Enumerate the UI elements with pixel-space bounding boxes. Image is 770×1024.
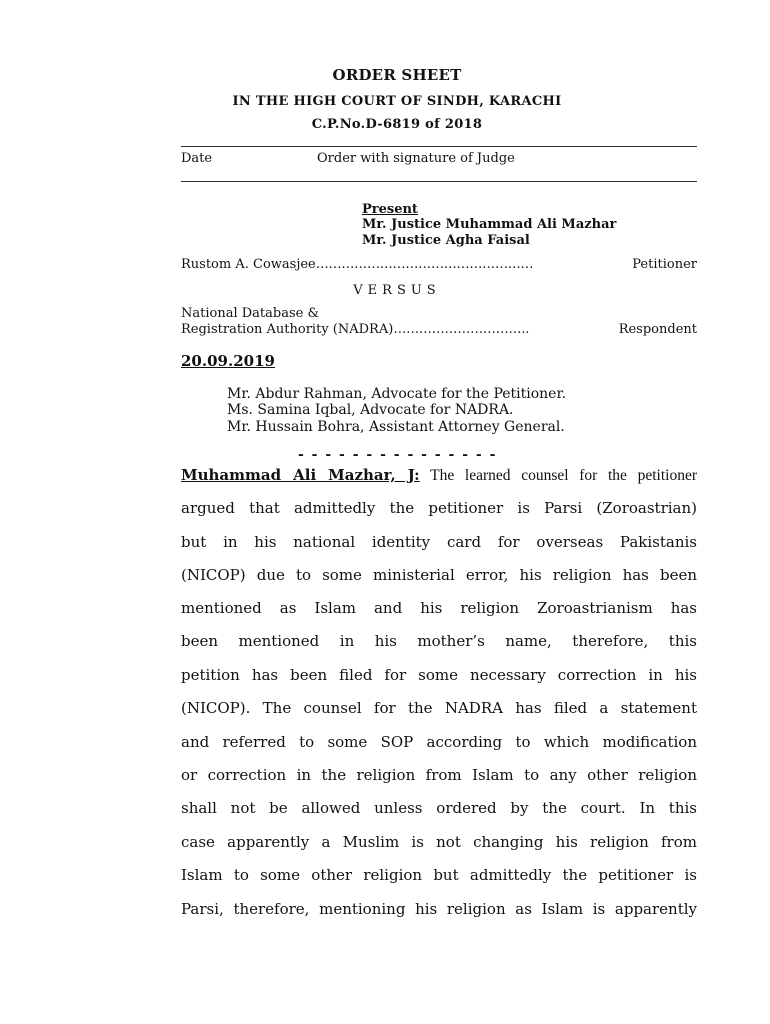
section-separator: - - - - - - - - - - - - - - - [298, 447, 497, 463]
date-column-header: Date [181, 151, 213, 166]
appearance-line: Mr. Abdur Rahman, Advocate for the Petitioner. [227, 386, 567, 402]
case-number: C.P.No.D-6819 of 2018 [311, 117, 483, 132]
appearance-line: Ms. Samina Iqbal, Advocate for NADRA. [227, 402, 514, 418]
respondent-line-1: National Database & [181, 306, 320, 321]
order-column-header: Order with signature of Judge [317, 151, 515, 166]
present-heading: Present [362, 202, 418, 217]
appearance-line: Mr. Hussain Bohra, Assistant Attorney General. [227, 419, 565, 435]
bench-judge-2: Mr. Justice Agha Faisal [362, 233, 530, 248]
order-line-text: The learned counsel for the petitioner [419, 467, 697, 484]
order-line: petition has been filed for some necessary correction in his [181, 666, 697, 684]
court-name: IN THE HIGH COURT OF SINDH, KARACHI [232, 94, 562, 109]
order-line: but in his national identity card for overseas Pakistanis [181, 533, 697, 551]
respondent-name: Registration Authority (NADRA) [181, 322, 394, 337]
petitioner-dots: …………………………………………… [315, 257, 534, 272]
order-line: and referred to some SOP according to which modification [181, 733, 697, 751]
order-line: or correction in the religion from Islam to any other religion [181, 766, 697, 784]
document-title: ORDER SHEET [332, 66, 462, 84]
petitioner-name: Rustom A. Cowasjee [181, 257, 316, 272]
order-line: mentioned as Islam and his religion Zoroastrianism has [181, 599, 697, 617]
hearing-date: 20.09.2019 [181, 352, 275, 370]
order-line: (NICOP). The counsel for the NADRA has filed a statement [181, 699, 697, 717]
header-top-rule [181, 146, 697, 147]
judge-name-prefix: Muhammad Ali Mazhar, J: [181, 466, 420, 484]
order-line: case apparently a Muslim is not changing his religion from [181, 833, 697, 851]
order-line [181, 466, 697, 485]
header-bottom-rule [181, 181, 697, 182]
order-line: argued that admittedly the petitioner is Parsi (Zoroastrian) [181, 499, 697, 517]
order-line: Parsi, therefore, mentioning his religion as Islam is apparently [181, 900, 697, 918]
respondent-dots: ………………………….. [393, 322, 530, 337]
order-line: (NICOP) due to some ministerial error, his religion has been [181, 566, 697, 584]
petitioner-line [181, 257, 697, 272]
petitioner-role: Petitioner [632, 257, 697, 272]
order-line: shall not be allowed unless ordered by the court. In this [181, 799, 697, 817]
order-line: been mentioned in his mother’s name, therefore, this [181, 632, 697, 650]
order-line: Islam to some other religion but admittedly the petitioner is [181, 866, 697, 884]
bench-judge-1: Mr. Justice Muhammad Ali Mazhar [362, 217, 617, 232]
respondent-role: Respondent [618, 322, 697, 337]
respondent-line-2 [181, 322, 697, 337]
versus-label: VERSUS [353, 283, 441, 298]
